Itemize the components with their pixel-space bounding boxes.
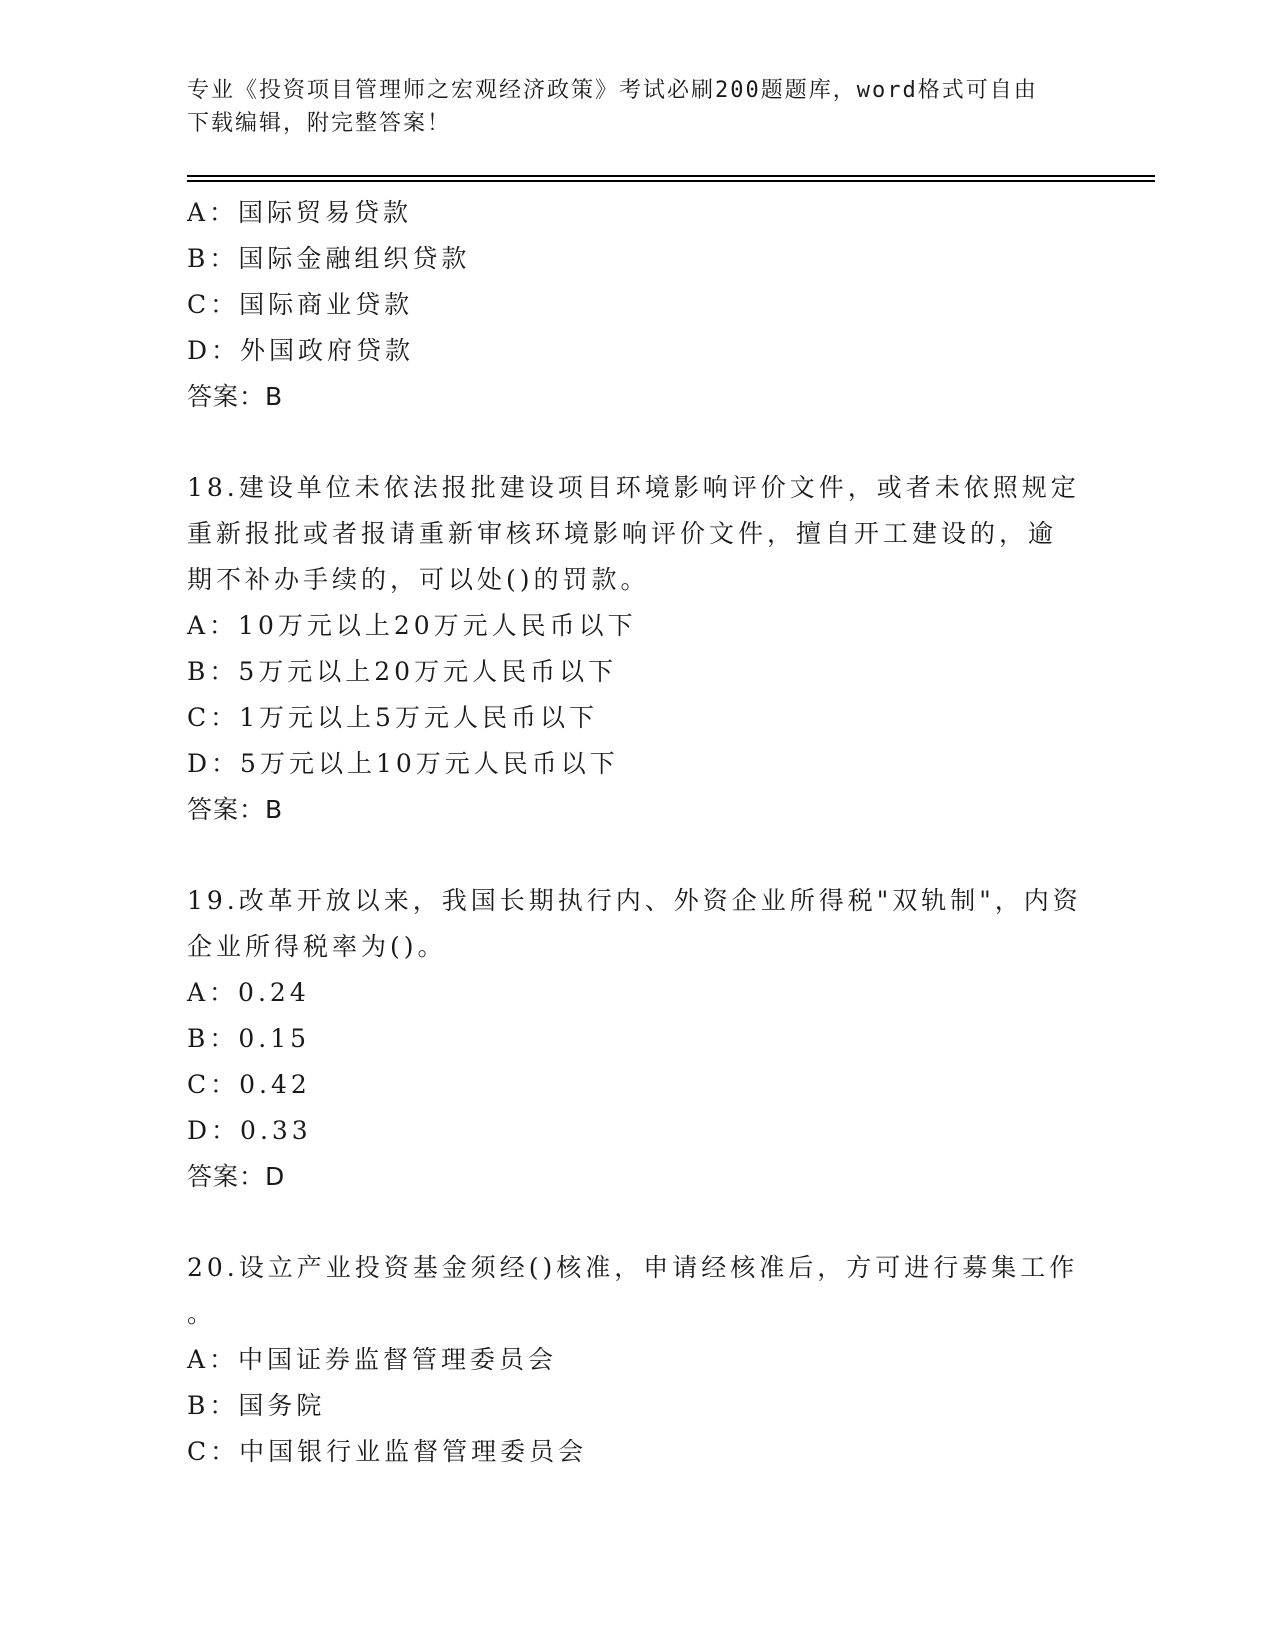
option-b: B：0.15 <box>187 1024 311 1053</box>
option-a: A：中国证券监督管理委员会 <box>187 1345 558 1374</box>
header-line-2: 下载编辑，附完整答案！ <box>187 111 452 136</box>
option-b: B：5万元以上20万元人民币以下 <box>187 657 618 686</box>
question-text-line: 企业所得税率为()。 <box>187 932 447 961</box>
answer: 答案：B <box>187 795 284 824</box>
option-b: B：国际金融组织贷款 <box>187 244 471 273</box>
answer: 答案：B <box>187 382 284 411</box>
option-c: C：国际商业贷款 <box>187 290 414 319</box>
question-content <box>187 190 1087 1475</box>
option-d: D：5万元以上10万元人民币以下 <box>187 749 619 778</box>
option-b: B：国务院 <box>187 1391 326 1420</box>
question-text-line: 期不补办手续的，可以处()的罚款。 <box>187 565 650 594</box>
question-18 <box>187 465 1087 833</box>
question-text-line: 18.建设单位未依法报批建设项目环境影响评价文件，或者未依照规定 <box>187 473 1080 502</box>
option-c: C：1万元以上5万元人民币以下 <box>187 703 598 732</box>
option-c: C：中国银行业监督管理委员会 <box>187 1437 588 1466</box>
option-a: A：国际贸易贷款 <box>187 198 413 227</box>
option-d: D：0.33 <box>187 1116 312 1145</box>
question-text-line: 20.设立产业投资基金须经()核准，申请经核准后，方可进行募集工作 <box>187 1253 1079 1282</box>
question-20 <box>187 1245 1087 1475</box>
answer: 答案：D <box>187 1162 286 1191</box>
question-text-line: 重新报批或者报请重新审核环境影响评价文件，擅自开工建设的，逾 <box>187 519 1058 548</box>
header-divider-top <box>187 175 1155 177</box>
option-d: D：外国政府贷款 <box>187 336 415 365</box>
option-a: A：0.24 <box>187 978 310 1007</box>
question-text-line: 。 <box>187 1299 217 1328</box>
document-header <box>187 74 1067 140</box>
option-c: C：0.42 <box>187 1070 311 1099</box>
question-17-options <box>187 190 1087 420</box>
question-19 <box>187 878 1087 1200</box>
question-text-line: 19.改革开放以来，我国长期执行内、外资企业所得税"双轨制"，内资 <box>187 886 1082 915</box>
option-a: A：10万元以上20万元人民币以下 <box>187 611 637 640</box>
header-divider-bottom <box>187 180 1155 182</box>
header-line-1: 专业《投资项目管理师之宏观经济政策》考试必刷200题题库，word格式可自由 <box>187 78 1038 103</box>
